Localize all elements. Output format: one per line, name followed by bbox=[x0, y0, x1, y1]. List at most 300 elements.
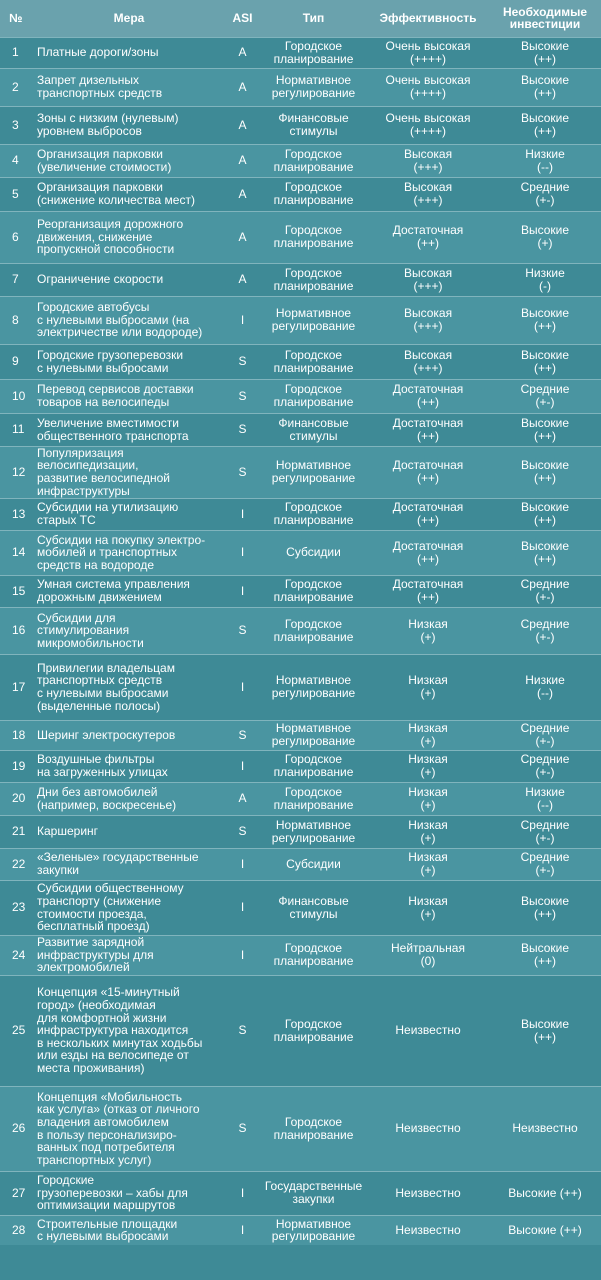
cell-efficiency-line: Неизвестно bbox=[395, 1121, 461, 1136]
cell-measure bbox=[33, 654, 225, 720]
cell-type bbox=[260, 144, 367, 177]
cell-efficiency-line: Высокая bbox=[403, 347, 453, 362]
cell-efficiency-line: Низкая bbox=[408, 721, 448, 736]
cell-type-line: стимулы bbox=[289, 124, 338, 138]
cell-measure-line: товаров на велосипеды bbox=[37, 395, 170, 409]
cell-investment-line: Высокие bbox=[520, 538, 570, 553]
cell-num: 28 bbox=[0, 1215, 33, 1245]
cell-type bbox=[260, 1086, 367, 1171]
cell-asi: I bbox=[225, 654, 260, 720]
cell-efficiency-line: Достаточная bbox=[392, 458, 464, 473]
cell-type-line: планирование bbox=[273, 395, 354, 409]
cell-type-line: Городское bbox=[284, 941, 343, 956]
cell-investment bbox=[489, 106, 601, 144]
cell-num: 20 bbox=[0, 782, 33, 815]
cell-investment-line: (++) bbox=[533, 86, 556, 100]
cell-measure bbox=[33, 935, 225, 975]
cell-efficiency-line: (++) bbox=[416, 428, 439, 443]
cell-investment bbox=[489, 446, 601, 498]
cell-investment-line: (+-) bbox=[535, 734, 555, 748]
cell-measure bbox=[33, 1086, 225, 1171]
cell-type bbox=[260, 880, 367, 935]
cell-asi: A bbox=[225, 68, 260, 106]
cell-type-line: планирование bbox=[273, 590, 354, 604]
cell-measure-line: Субсидии для bbox=[37, 610, 116, 625]
cell-measure-line: пропускной способности bbox=[37, 242, 175, 257]
cell-type-line: стимулы bbox=[289, 428, 338, 443]
cell-investment-line: (+-) bbox=[535, 863, 555, 877]
cell-investment-line: (+-) bbox=[535, 590, 555, 604]
cell-type-line: планирование bbox=[273, 159, 354, 174]
cell-type-line: Городское bbox=[284, 1016, 343, 1031]
cell-measure bbox=[33, 815, 225, 848]
cell-measure-line: Запрет дизельных bbox=[37, 73, 140, 88]
cell-investment bbox=[489, 575, 601, 607]
cell-efficiency bbox=[367, 848, 489, 880]
cell-measure-line: электромобилей bbox=[37, 960, 130, 975]
cell-type-line: Городское bbox=[284, 265, 343, 280]
cell-measure-line: Привилегии владельцам bbox=[37, 660, 175, 675]
cell-investment-line: (++) bbox=[533, 319, 556, 333]
cell-measure-line: дорожным движением bbox=[37, 590, 162, 604]
cell-investment-line: (++) bbox=[533, 428, 556, 443]
cell-measure bbox=[33, 975, 225, 1086]
cell-asi: I bbox=[225, 498, 260, 530]
cell-efficiency-line: Высокая bbox=[403, 265, 453, 280]
cell-type-line: закупки bbox=[292, 1192, 335, 1206]
cell-efficiency bbox=[367, 815, 489, 848]
cell-measure-line: Популяризация bbox=[37, 445, 124, 460]
cell-investment bbox=[489, 344, 601, 379]
cell-measure-line: Организация парковки bbox=[37, 180, 163, 195]
cell-efficiency bbox=[367, 720, 489, 750]
cell-measure bbox=[33, 530, 225, 575]
cell-asi: S bbox=[225, 379, 260, 413]
cell-investment-line: Высокие (++) bbox=[508, 1185, 582, 1200]
cell-efficiency bbox=[367, 880, 489, 935]
table-row bbox=[0, 211, 601, 263]
cell-type-line: планирование bbox=[273, 193, 354, 207]
cell-type bbox=[260, 975, 367, 1086]
table-row bbox=[0, 654, 601, 720]
cell-investment-line: Низкие bbox=[525, 146, 565, 161]
cell-investment-line: (+-) bbox=[535, 765, 555, 779]
table-row bbox=[0, 815, 601, 848]
cell-investment-line: Высокие bbox=[520, 415, 570, 430]
cell-measure bbox=[33, 607, 225, 654]
cell-efficiency-line: (+++) bbox=[413, 278, 443, 293]
cell-investment-line: Высокие bbox=[520, 893, 570, 908]
cell-measure-line: Увеличение вместимости bbox=[37, 415, 179, 430]
cell-efficiency-line: (++) bbox=[416, 590, 439, 604]
cell-efficiency bbox=[367, 935, 489, 975]
cell-measure-line: Субсидии на покупку электро- bbox=[37, 532, 206, 547]
cell-type-line: Субсидии bbox=[286, 545, 341, 560]
cell-investment-line: Высокие bbox=[520, 38, 570, 53]
cell-measure-line: старых ТС bbox=[37, 513, 96, 527]
cell-efficiency bbox=[367, 750, 489, 782]
cell-type-line: планирование bbox=[273, 797, 354, 812]
cell-efficiency bbox=[367, 654, 489, 720]
cell-measure-line: Воздушные фильтры bbox=[37, 752, 155, 767]
cell-investment-line: (++) bbox=[533, 513, 556, 527]
cell-efficiency-line: (0) bbox=[420, 954, 436, 968]
cell-type bbox=[260, 37, 367, 68]
cell-measure-line: транспортных услуг) bbox=[37, 1152, 152, 1167]
cell-efficiency-line: Высокая bbox=[403, 180, 453, 195]
table-row bbox=[0, 530, 601, 575]
cell-measure-line: микромобильности bbox=[37, 635, 144, 650]
header-asi: ASI bbox=[232, 11, 253, 26]
cell-measure bbox=[33, 575, 225, 607]
cell-investment-line: Средние bbox=[520, 180, 570, 195]
cell-efficiency bbox=[367, 575, 489, 607]
cell-measure-line: или езды на велосипеде от bbox=[37, 1048, 189, 1063]
cell-measure-line: город» (необходимая bbox=[37, 998, 156, 1013]
cell-measure bbox=[33, 263, 225, 296]
table-row bbox=[0, 720, 601, 750]
cell-asi: I bbox=[225, 935, 260, 975]
cell-investment bbox=[489, 379, 601, 413]
cell-investment-line: (+-) bbox=[535, 193, 555, 207]
table-row bbox=[0, 446, 601, 498]
cell-measure-line: инфраструктура находится bbox=[37, 1023, 189, 1038]
header-measure: Мера bbox=[113, 11, 145, 26]
cell-efficiency-line: Очень высокая bbox=[385, 73, 471, 88]
cell-efficiency-line: (++) bbox=[416, 551, 439, 566]
table-row bbox=[0, 607, 601, 654]
cell-investment-line: Средние bbox=[520, 577, 570, 592]
cell-type-line: Городское bbox=[284, 1114, 343, 1129]
cell-type bbox=[260, 530, 367, 575]
cell-num: 15 bbox=[0, 575, 33, 607]
table-row bbox=[0, 37, 601, 68]
cell-efficiency bbox=[367, 1215, 489, 1245]
cell-type-line: Нормативное bbox=[275, 73, 352, 88]
cell-efficiency-line: (+) bbox=[420, 906, 436, 921]
cell-measure-line: бесплатный проезд) bbox=[37, 919, 150, 934]
table-row bbox=[0, 750, 601, 782]
cell-efficiency-line: Низкая bbox=[408, 893, 448, 908]
cell-num: 21 bbox=[0, 815, 33, 848]
cell-efficiency-line: Очень высокая bbox=[385, 111, 471, 126]
cell-measure-line: стоимости проезда, bbox=[37, 906, 147, 921]
cell-type-line: Городское bbox=[284, 577, 343, 592]
table-row bbox=[0, 935, 601, 975]
cell-type-line: Городское bbox=[284, 180, 343, 195]
cell-efficiency-line: Низкая bbox=[408, 850, 448, 865]
cell-measure-line: места проживания) bbox=[37, 1060, 145, 1075]
cell-efficiency bbox=[367, 975, 489, 1086]
cell-type bbox=[260, 575, 367, 607]
cell-investment-line: Высокие bbox=[520, 306, 570, 321]
cell-measure bbox=[33, 446, 225, 498]
cell-measure-line: с нулевыми выбросами (на bbox=[37, 312, 190, 327]
cell-measure-line: мобилей и транспортных bbox=[37, 545, 178, 560]
cell-investment-line: Высокие bbox=[520, 73, 570, 88]
cell-investment bbox=[489, 1086, 601, 1171]
cell-type-line: Городское bbox=[284, 223, 343, 238]
cell-asi: A bbox=[225, 211, 260, 263]
cell-investment-line: Средние bbox=[520, 817, 570, 832]
cell-type-line: Городское bbox=[284, 616, 343, 631]
table-body bbox=[0, 37, 601, 1245]
cell-investment bbox=[489, 848, 601, 880]
cell-measure-line: Ограничение скорости bbox=[37, 272, 164, 287]
cell-type-line: регулирование bbox=[271, 734, 356, 748]
cell-measure-line: закупки bbox=[37, 863, 80, 877]
cell-type-line: регулирование bbox=[271, 319, 356, 333]
cell-asi: S bbox=[225, 446, 260, 498]
cell-measure-line: Реорганизация дорожного bbox=[37, 217, 184, 232]
cell-efficiency-line: Низкая bbox=[408, 673, 448, 688]
cell-asi: I bbox=[225, 530, 260, 575]
cell-num: 12 bbox=[0, 446, 33, 498]
cell-asi: A bbox=[225, 263, 260, 296]
cell-type bbox=[260, 1215, 367, 1245]
cell-investment-line: Средние bbox=[520, 752, 570, 767]
cell-type-line: регулирование bbox=[271, 830, 356, 845]
cell-asi: S bbox=[225, 815, 260, 848]
table-row bbox=[0, 144, 601, 177]
cell-num: 9 bbox=[0, 344, 33, 379]
cell-measure-line: движения, снижение bbox=[37, 229, 153, 244]
table-row bbox=[0, 68, 601, 106]
cell-type-line: Финансовые bbox=[278, 111, 349, 126]
cell-investment-line: (-) bbox=[539, 278, 551, 293]
cell-investment-line: Высокие bbox=[520, 111, 570, 126]
cell-type-line: регулирование bbox=[271, 686, 356, 700]
cell-measure-line: транспорту (снижение bbox=[37, 893, 162, 908]
cell-measure-line: Городские bbox=[37, 1173, 95, 1188]
cell-efficiency bbox=[367, 530, 489, 575]
cell-measure-line: с нулевыми выбросами bbox=[37, 686, 169, 700]
cell-investment bbox=[489, 296, 601, 344]
cell-efficiency bbox=[367, 379, 489, 413]
cell-efficiency-line: (+) bbox=[420, 797, 436, 812]
cell-efficiency-line: (+) bbox=[420, 863, 436, 877]
cell-efficiency-line: Достаточная bbox=[392, 538, 464, 553]
cell-efficiency-line: (+++) bbox=[413, 193, 443, 207]
cell-measure-line: Субсидии общественному bbox=[37, 881, 184, 896]
header-efficiency: Эффективность bbox=[379, 11, 477, 26]
cell-investment bbox=[489, 530, 601, 575]
table-row bbox=[0, 575, 601, 607]
cell-measure bbox=[33, 1171, 225, 1215]
cell-investment bbox=[489, 68, 601, 106]
table-row bbox=[0, 177, 601, 211]
cell-efficiency-line: Низкая bbox=[408, 817, 448, 832]
cell-investment-line: (++) bbox=[533, 954, 556, 968]
cell-investment bbox=[489, 1215, 601, 1245]
cell-num: 14 bbox=[0, 530, 33, 575]
cell-measure bbox=[33, 296, 225, 344]
cell-investment-line: (++) bbox=[533, 1029, 556, 1044]
cell-num: 17 bbox=[0, 654, 33, 720]
cell-type bbox=[260, 379, 367, 413]
cell-efficiency bbox=[367, 344, 489, 379]
cell-investment-line: (++) bbox=[533, 51, 556, 66]
cell-efficiency-line: Достаточная bbox=[392, 500, 464, 515]
header-num: № bbox=[9, 11, 23, 26]
cell-investment bbox=[489, 498, 601, 530]
cell-num: 3 bbox=[0, 106, 33, 144]
cell-investment-line: (--) bbox=[537, 159, 553, 174]
cell-num: 25 bbox=[0, 975, 33, 1086]
cell-measure-line: Концепция «Мобильность bbox=[37, 1089, 182, 1104]
cell-investment bbox=[489, 211, 601, 263]
header-investment bbox=[489, 0, 601, 37]
cell-investment-line: Средние bbox=[520, 721, 570, 736]
cell-measure-line: Концепция «15-минутный bbox=[37, 985, 180, 1000]
cell-asi: I bbox=[225, 1171, 260, 1215]
cell-investment bbox=[489, 935, 601, 975]
cell-num: 19 bbox=[0, 750, 33, 782]
cell-investment-line: (++) bbox=[533, 124, 556, 138]
table-row bbox=[0, 1086, 601, 1171]
cell-investment bbox=[489, 815, 601, 848]
cell-efficiency-line: Достаточная bbox=[392, 577, 464, 592]
cell-asi: A bbox=[225, 144, 260, 177]
cell-type bbox=[260, 68, 367, 106]
cell-measure-line: инфраструктуры bbox=[37, 483, 130, 498]
cell-num: 7 bbox=[0, 263, 33, 296]
cell-efficiency bbox=[367, 607, 489, 654]
cell-type-line: Нормативное bbox=[275, 673, 352, 688]
cell-measure-line: Дни без автомобилей bbox=[37, 784, 158, 799]
cell-measure-line: оптимизации маршрутов bbox=[37, 1198, 176, 1213]
cell-investment-line: Высокие bbox=[520, 347, 570, 362]
cell-efficiency bbox=[367, 446, 489, 498]
cell-measure-line: (например, воскресенье) bbox=[37, 797, 177, 812]
cell-type-line: планирование bbox=[273, 360, 354, 375]
cell-measure-line: Шеринг электроскутеров bbox=[37, 727, 176, 742]
cell-efficiency-line: (++++) bbox=[409, 51, 447, 66]
cell-type bbox=[260, 720, 367, 750]
cell-type-line: Городское bbox=[284, 347, 343, 362]
cell-type-line: планирование bbox=[273, 1127, 354, 1142]
cell-asi: I bbox=[225, 880, 260, 935]
table-header-row bbox=[0, 0, 601, 37]
cell-num: 10 bbox=[0, 379, 33, 413]
cell-type bbox=[260, 446, 367, 498]
cell-efficiency-line: Достаточная bbox=[392, 223, 464, 238]
cell-type-line: регулирование bbox=[271, 86, 356, 100]
cell-type-line: планирование bbox=[273, 513, 354, 527]
cell-asi: S bbox=[225, 344, 260, 379]
header-type: Тип bbox=[302, 11, 325, 26]
cell-num: 16 bbox=[0, 607, 33, 654]
cell-investment-line: Низкие bbox=[525, 784, 565, 799]
cell-type bbox=[260, 607, 367, 654]
cell-type bbox=[260, 413, 367, 446]
cell-investment bbox=[489, 413, 601, 446]
cell-num: 1 bbox=[0, 37, 33, 68]
cell-type bbox=[260, 296, 367, 344]
cell-num: 22 bbox=[0, 848, 33, 880]
cell-efficiency bbox=[367, 211, 489, 263]
cell-measure bbox=[33, 782, 225, 815]
table-row bbox=[0, 413, 601, 446]
cell-measure bbox=[33, 413, 225, 446]
table-row bbox=[0, 498, 601, 530]
cell-measure-line: Платные дороги/зоны bbox=[37, 45, 159, 60]
cell-measure bbox=[33, 68, 225, 106]
cell-type-line: Нормативное bbox=[275, 721, 352, 736]
cell-measure-line: как услуга» (отказ от личного bbox=[37, 1102, 200, 1117]
cell-efficiency bbox=[367, 498, 489, 530]
cell-measure bbox=[33, 37, 225, 68]
cell-type-line: Нормативное bbox=[275, 458, 352, 473]
cell-num: 8 bbox=[0, 296, 33, 344]
cell-investment-line: Средние bbox=[520, 616, 570, 631]
cell-investment-line: (--) bbox=[537, 686, 553, 700]
cell-type bbox=[260, 782, 367, 815]
cell-measure-line: Каршеринг bbox=[37, 824, 99, 839]
table-row bbox=[0, 344, 601, 379]
cell-measure-line: Зоны с низким (нулевым) bbox=[37, 111, 179, 126]
cell-efficiency-line: (+) bbox=[420, 686, 436, 700]
cell-efficiency bbox=[367, 263, 489, 296]
cell-efficiency bbox=[367, 144, 489, 177]
cell-investment bbox=[489, 177, 601, 211]
cell-type-line: Городское bbox=[284, 146, 343, 161]
cell-measure bbox=[33, 720, 225, 750]
cell-investment-line: Высокие bbox=[520, 223, 570, 238]
cell-investment-line: (++) bbox=[533, 551, 556, 566]
cell-measure-line: с нулевыми выбросами bbox=[37, 1229, 169, 1244]
table-row bbox=[0, 848, 601, 880]
cell-efficiency-line: (++++) bbox=[409, 86, 447, 100]
cell-type-line: стимулы bbox=[289, 906, 338, 921]
cell-efficiency bbox=[367, 296, 489, 344]
cell-num: 11 bbox=[0, 413, 33, 446]
cell-measure bbox=[33, 498, 225, 530]
cell-type-line: планирование bbox=[273, 236, 354, 250]
cell-measure-line: для комфортной жизни bbox=[37, 1010, 167, 1025]
cell-investment-line: Высокие bbox=[520, 1016, 570, 1031]
cell-efficiency-line: Низкая bbox=[408, 752, 448, 767]
cell-type bbox=[260, 848, 367, 880]
cell-measure-line: грузоперевозки – хабы для bbox=[37, 1185, 188, 1200]
cell-investment-line: Неизвестно bbox=[512, 1121, 578, 1136]
cell-efficiency-line: (++) bbox=[416, 513, 439, 527]
cell-investment-line: (+) bbox=[537, 236, 553, 250]
cell-investment bbox=[489, 975, 601, 1086]
cell-efficiency-line: (+) bbox=[420, 830, 436, 845]
cell-measure-line: на загруженных улицах bbox=[37, 765, 168, 779]
cell-measure-line: инфраструктуры для bbox=[37, 947, 154, 962]
cell-efficiency bbox=[367, 782, 489, 815]
cell-type-line: Городское bbox=[284, 382, 343, 397]
cell-type-line: Финансовые bbox=[278, 415, 349, 430]
cell-investment bbox=[489, 37, 601, 68]
header-investment-line1: Необходимые bbox=[502, 5, 588, 20]
cell-investment-line: Низкие bbox=[525, 673, 565, 688]
cell-measure-line: Строительные площадки bbox=[37, 1216, 178, 1231]
cell-type-line: планирование bbox=[273, 765, 354, 779]
cell-measure-line: Умная система управления bbox=[37, 577, 190, 592]
cell-type-line: планирование bbox=[273, 954, 354, 968]
cell-type bbox=[260, 750, 367, 782]
cell-investment-line: (++) bbox=[533, 360, 556, 375]
cell-measure-line: Субсидии на утилизацию bbox=[37, 500, 179, 515]
cell-measure-line: Городские грузоперевозки bbox=[37, 347, 184, 362]
table-row bbox=[0, 975, 601, 1086]
cell-measure-line: Перевод сервисов доставки bbox=[37, 382, 194, 397]
cell-num: 24 bbox=[0, 935, 33, 975]
cell-measure-line: Развитие зарядной bbox=[37, 935, 145, 950]
